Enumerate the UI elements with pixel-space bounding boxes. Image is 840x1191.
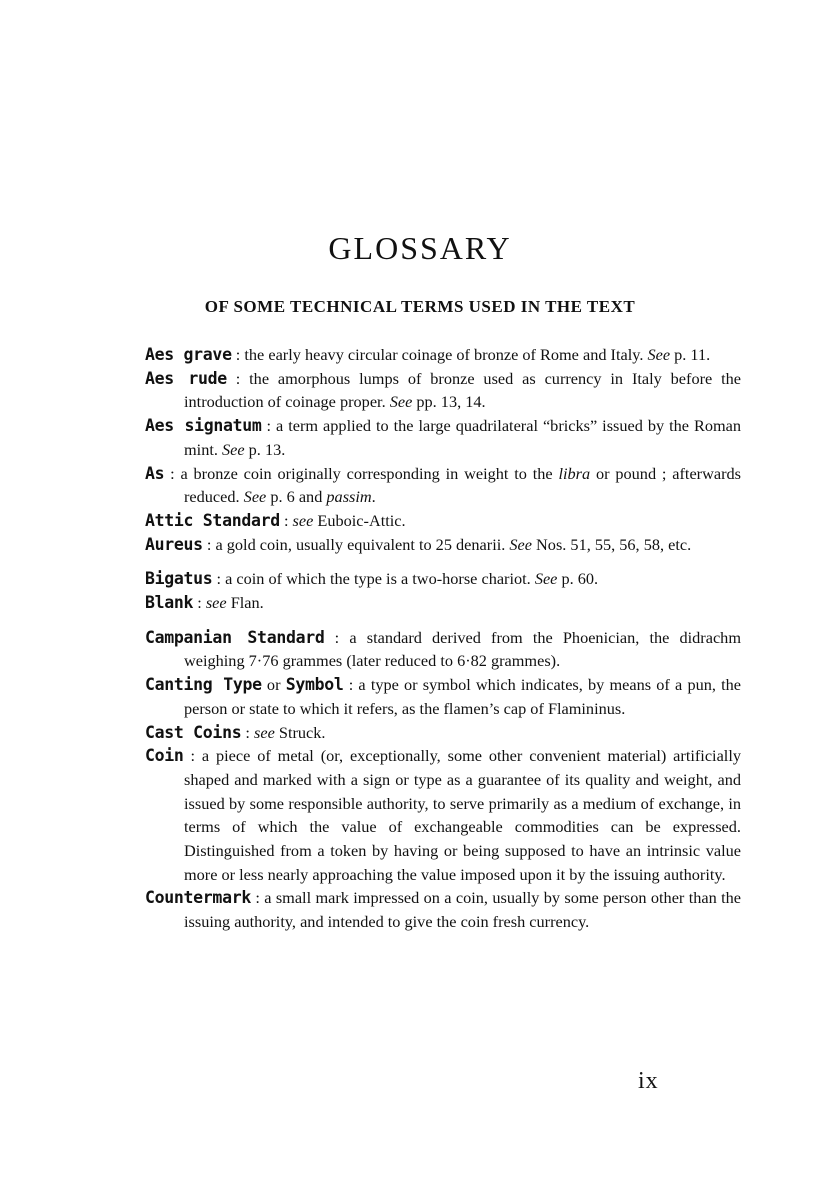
glossary-entry-aureus: Aureus : a gold coin, usually equivalent to 25 denarii. See Nos. 51, 55, 56, 58, etc.	[145, 534, 692, 554]
glossary-term: Aes signatum	[145, 416, 262, 436]
glossary-term: Campanian Standard	[145, 627, 325, 647]
glossary-term: Aes grave	[145, 345, 232, 364]
glossary-term: Coin	[145, 746, 184, 766]
page-number: ix	[638, 1068, 659, 1094]
glossary-entry-campanian-standard: Campanian Standard : a standard derived from the Phoenician, the didrachm weighing 7·76 grammes (later reduced to 6·82 grammes).	[145, 627, 741, 671]
page-subtitle: OF SOME TECHNICAL TERMS USED IN THE TEXT	[204, 297, 636, 316]
glossary-entry-coin: Coin : a piece of metal (or, exceptionally, some other convenient material) artificially shaped and marked with a sign or type as a guarantee of its quality and weight, and issued by some responsible authority, to serve primarily as a medium of exchange, in terms of which the value of exchangeable commodities can be expressed. Distinguished from a token by having or being supposed to have an intrinsic value more or less nearly approaching the value imposed upon it by the issuing authority.	[145, 746, 741, 884]
glossary-entry-aes-rude: Aes rude : the amorphous lumps of bronze used as currency in Italy before the introduction of coinage proper. See pp. 13, 14.	[145, 368, 741, 412]
glossary-entry-cast-coins: Cast Coins : see Struck.	[145, 722, 326, 742]
glossary-entry-blank: Blank : see Flan.	[145, 593, 264, 613]
glossary-term: Canting Type	[145, 675, 262, 695]
glossary-entries	[145, 343, 741, 934]
glossary-entry-aes-grave: Aes grave : the early heavy circular coinage of bronze of Rome and Italy. See p. 11.	[145, 345, 711, 364]
glossary-entry-aes-signatum: Aes signatum : a term applied to the large quadrilateral “bricks” issued by the Roman mint. See p. 13.	[145, 416, 742, 459]
glossary-term: Bigatus	[145, 569, 213, 589]
glossary-term: Aes rude	[145, 368, 227, 388]
glossary-entry-as: As : a bronze coin originally corresponding in weight to the libra or pound ; afterwards reduced. See p. 6 and passim.	[145, 463, 741, 507]
glossary-entry-countermark: Countermark : a small mark impressed on a coin, usually by some person other than the issuing authority, and intended to give the coin fresh currency.	[145, 888, 741, 932]
glossary-entry-canting-type: Canting Type or Symbol : a type or symbol which indicates, by means of a pun, the person or state to which it refers, as the flamen’s cap of Flamininus.	[145, 675, 742, 718]
glossary-term: As	[145, 463, 165, 483]
page-title: GLOSSARY	[328, 230, 512, 266]
glossary-term: Countermark	[145, 888, 251, 908]
glossary-entry-attic-standard: Attic Standard : see Euboic-Attic.	[145, 510, 406, 530]
glossary-term: Blank	[145, 593, 194, 613]
glossary-term: Attic Standard	[145, 510, 280, 530]
glossary-term: Cast Coins	[145, 722, 242, 742]
glossary-entry-bigatus: Bigatus : a coin of which the type is a two-horse chariot. See p. 60.	[145, 569, 599, 589]
glossary-term: Aureus	[145, 534, 203, 554]
glossary-term-alt: Symbol	[285, 675, 344, 695]
